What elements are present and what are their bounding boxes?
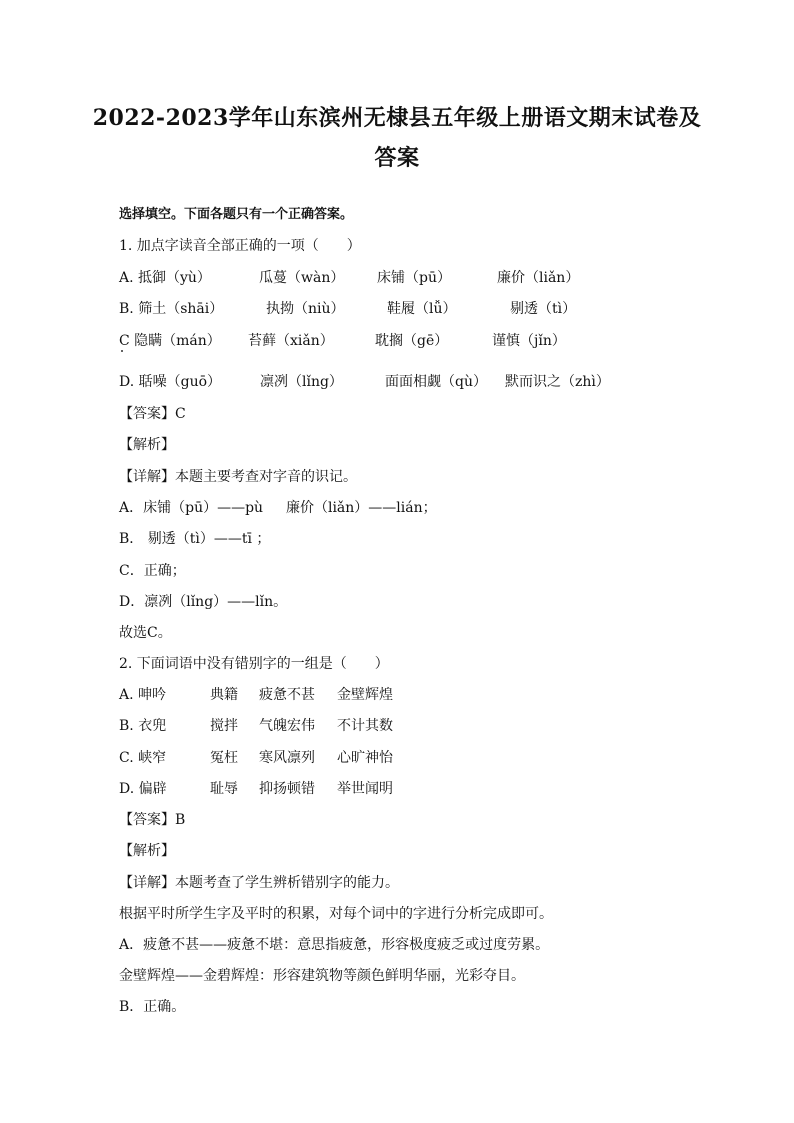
q1-option-a: [119, 268, 639, 288]
q1-option-d: [119, 372, 639, 392]
q1-option-d-word2: 凛冽（lǐng）: [260, 374, 343, 390]
stray-dot-mark: [121, 350, 123, 352]
q2-option-a: [119, 685, 439, 705]
q2-option-b-word2: 搅拌: [210, 718, 238, 734]
q2-option-a-word3: 疲惫不甚: [259, 687, 315, 703]
q1-option-a-word4: 廉价（liǎn）: [497, 270, 580, 286]
q2-explanation-a: A．疲惫不甚——疲惫不堪：意思指疲惫，形容极度疲乏或过度劳累。: [119, 937, 550, 953]
q1-explanation-a: A．床铺（pū）——pù 廉价（liǎn）——lián；: [119, 500, 437, 516]
q2-option-d-word3: 抑扬顿错: [259, 781, 315, 797]
q2-option-b-word4: 不计其数: [337, 718, 393, 734]
q1-option-a-word1: A. 抵御（yù）: [119, 270, 211, 286]
q2-option-c-word4: 心旷神怡: [337, 750, 393, 766]
q2-analysis-label: 【解析】: [119, 843, 175, 859]
q1-detail: 【详解】本题主要考查对字音的识记。: [119, 469, 357, 485]
q1-option-c-word2: 苔藓（xiǎn）: [248, 333, 334, 349]
q2-stem: 2. 下面词语中没有错别字的一组是（ ）: [119, 656, 389, 672]
q2-option-b-word3: 气魄宏伟: [259, 718, 315, 734]
q1-analysis-label: 【解析】: [119, 437, 175, 453]
document-title-line1: 2022-2023学年山东滨州无棣县五年级上册语文期末试卷及: [92, 105, 702, 131]
q1-answer: 【答案】C: [119, 406, 186, 422]
q1-option-b-word2: 执拗（niù）: [266, 301, 345, 317]
document-title-line2: 答案: [374, 145, 420, 171]
q2-option-d: [119, 779, 439, 799]
q1-option-c-word3: 耽搁（gē）: [375, 333, 449, 349]
q1-option-d-word4: 默而识之（zhì）: [505, 374, 610, 390]
q2-option-d-word4: 举世闻明: [337, 781, 393, 797]
q1-option-d-word3: 面面相觑（qù）: [385, 374, 487, 390]
q2-method: 根据平时所学生字及平时的积累，对每个词中的字进行分析完成即可。: [119, 906, 553, 922]
q2-answer: 【答案】B: [119, 812, 186, 828]
q2-detail: 【详解】本题考查了学生辨析错别字的能力。: [119, 875, 399, 891]
q2-option-c-word2: 冤枉: [210, 750, 238, 766]
q1-conclusion: 故选C。: [119, 625, 172, 641]
q1-explanation-c: C．正确；: [119, 563, 186, 579]
q1-option-b-word4: 剔透（tì）: [510, 301, 577, 317]
q2-option-b-word1: B. 衣兜: [119, 718, 167, 734]
q2-option-d-word2: 耻辱: [210, 781, 238, 797]
q2-option-c-word3: 寒风凛列: [259, 750, 315, 766]
q2-option-a-word4: 金壁辉煌: [337, 687, 393, 703]
q1-explanation-d: D．凛冽（lǐng）——lǐn。: [119, 594, 288, 610]
q1-option-c: [119, 331, 639, 351]
q2-option-a-word1: A. 呻吟: [119, 687, 167, 703]
q1-option-a-word2: 瓜蔓（wàn）: [259, 270, 345, 286]
q2-option-c: [119, 748, 439, 768]
q2-explanation-b: B．正确。: [119, 999, 186, 1015]
section-heading: 选择填空。下面各题只有一个正确答案。: [119, 207, 354, 222]
q1-stem: 1. 加点字读音全部正确的一项（ ）: [119, 238, 361, 254]
q1-option-d-word1: D. 聒噪（guō）: [119, 374, 222, 390]
q1-option-c-word4: 谨慎（jǐn）: [492, 333, 566, 349]
q2-explanation-a-cont: 金壁辉煌——金碧辉煌：形容建筑物等颜色鲜明华丽，光彩夺目。: [119, 968, 525, 984]
q2-option-b: [119, 716, 439, 736]
q2-option-a-word2: 典籍: [210, 687, 238, 703]
q2-option-c-word1: C. 峡窄: [119, 750, 167, 766]
q1-option-b-word1: B. 筛土（shāi）: [119, 301, 224, 317]
q2-option-d-word1: D. 偏辟: [119, 781, 167, 797]
q1-option-b: [119, 299, 639, 319]
q1-option-a-word3: 床铺（pū）: [377, 270, 451, 286]
q1-option-c-word1: C 隐瞒（mán）: [119, 333, 221, 349]
q1-explanation-b: B． 剔透（tì）——tī ；: [119, 531, 271, 547]
q1-option-b-word3: 鞋履（lǚ）: [387, 301, 457, 317]
